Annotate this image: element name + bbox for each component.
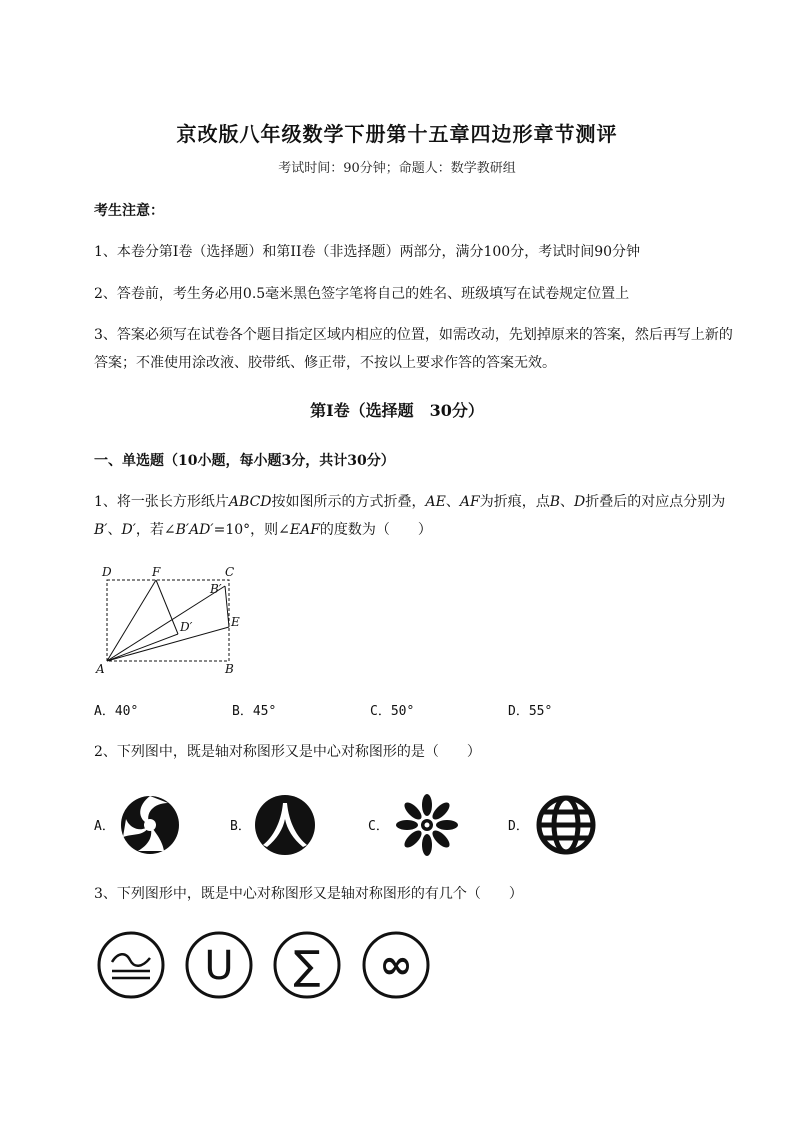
q1-option-b[interactable]: B．45°	[232, 704, 277, 719]
q2-option-c-icon[interactable]	[395, 793, 459, 857]
q1-af: AF	[459, 494, 480, 510]
q1-text-part: 折叠后的对应点分别为	[585, 494, 726, 510]
q1-point-d: D	[574, 494, 586, 510]
q1-option-a[interactable]: A．40°	[94, 704, 139, 719]
q1-text-part: =10°，则∠	[213, 522, 290, 538]
section-title: 第I卷（选择题 30分）	[310, 401, 484, 420]
q1-point-b: B	[549, 494, 560, 510]
q3-figure-wave-icon	[96, 930, 166, 1000]
q1-angle: B′AD′	[175, 522, 214, 538]
q3-figure-u	[184, 930, 254, 1000]
label-e: E	[231, 615, 240, 629]
q1-bprime: B′	[94, 522, 108, 538]
q3-figure-sigma	[272, 930, 342, 1000]
fold-line-af	[107, 580, 156, 661]
notice-item-2: 2、答卷前，考生务必用0.5毫米黑色签字笔将自己的姓名、班级填写在试卷规定位置上	[94, 286, 630, 302]
q2-option-b-label[interactable]: B．	[230, 819, 251, 834]
q1-option-c[interactable]: C．50°	[370, 704, 415, 719]
q3-symbol-sigma: ∑	[293, 943, 321, 989]
label-c: C	[225, 565, 235, 579]
q2-option-a-icon[interactable]	[118, 793, 182, 857]
q1-sep: 、	[560, 494, 574, 510]
q1-eaf: EAF	[289, 522, 320, 538]
exam-title: 京改版八年级数学下册第十五章四边形章节测评	[176, 122, 618, 146]
q1-options	[94, 700, 714, 724]
exam-subtitle: 考试时间：90分钟；命题人：数学教研组	[278, 161, 516, 176]
q1-sep: 、	[107, 522, 122, 538]
line-ab-prime	[107, 586, 225, 661]
label-d-prime: D′	[180, 620, 193, 634]
q1-ae: AE	[425, 494, 446, 510]
q2-option-d-globe-icon[interactable]	[534, 793, 598, 857]
part-title: 一、单选题（10小题，每小题3分，共计30分）	[94, 453, 395, 469]
q3-symbol-infinity: ∞	[379, 942, 413, 988]
q1-sep: 、	[445, 494, 460, 510]
label-f: F	[152, 565, 161, 579]
fold-line-ae	[107, 627, 229, 661]
q3-figure-infinity	[361, 930, 431, 1000]
label-b-prime: B′	[210, 582, 222, 596]
q1-option-d[interactable]: D．55°	[508, 704, 553, 719]
line-fd-prime	[156, 580, 178, 634]
label-d: D	[102, 565, 112, 579]
q2-option-b-icon[interactable]	[253, 793, 317, 857]
q1-text-part: 为折痕，点	[479, 494, 550, 510]
q1-text-part: ，若∠	[135, 522, 176, 538]
q2-option-c-label[interactable]: C．	[368, 819, 389, 834]
label-a: A	[96, 662, 105, 676]
q2-option-d-label[interactable]: D．	[508, 819, 529, 834]
q1-rect-name: ABCD	[228, 494, 272, 510]
notice-title: 考生注意：	[94, 203, 164, 219]
q1-dprime: D′	[121, 522, 136, 538]
q3-symbol-u: U	[204, 943, 234, 989]
line-bprime-e	[225, 586, 229, 627]
q1-text-part: 的度数为（ ）	[319, 522, 432, 538]
question-2-text: 2、下列图中，既是轴对称图形又是中心对称图形的是（ ）	[94, 744, 481, 760]
q1-text-part: 1、将一张长方形纸片	[94, 494, 229, 510]
notice-item-1: 1、本卷分第I卷（选择题）和第II卷（非选择题）两部分，满分100分，考试时间90分钟	[94, 244, 641, 260]
question-1-text	[94, 488, 754, 544]
q1-text-part: 按如图所示的方式折叠，	[271, 494, 426, 510]
label-b: B	[225, 662, 234, 676]
q2-option-a-label[interactable]: A．	[94, 819, 115, 834]
notice-item-3: 3、答案必须写在试卷各个题目指定区域内相应的位置，如需改动，先划掉原来的答案，然后再写上新的答案；不准使用涂改液、胶带纸、修正带，不按以上要求作答的答案无效。	[94, 327, 733, 371]
question-3-text: 3、下列图形中，既是中心对称图形又是轴对称图形的有几个（ ）	[94, 886, 523, 902]
q1-folding-figure	[90, 560, 260, 682]
